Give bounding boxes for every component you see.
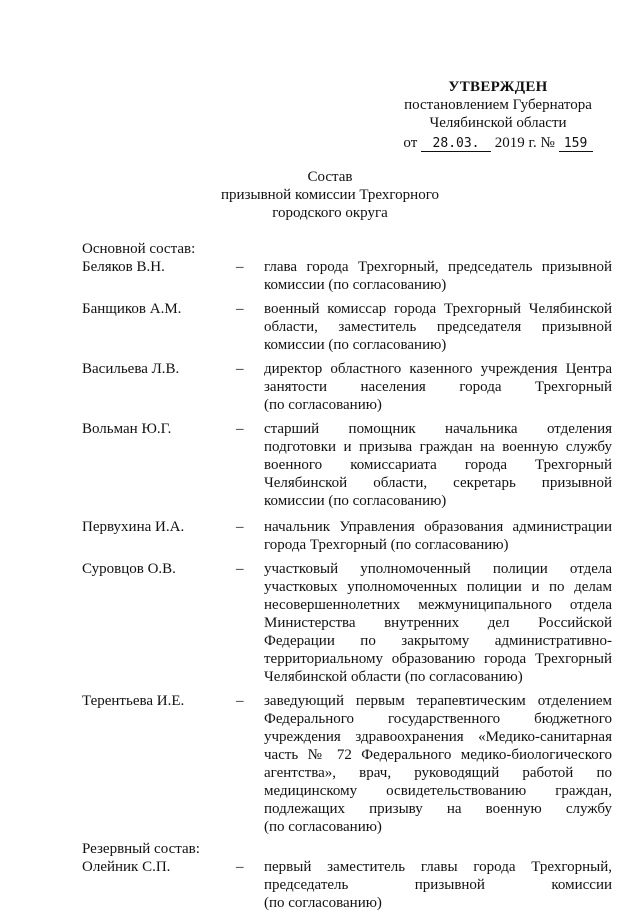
reserve-composition-label: Резервный состав: (82, 841, 200, 857)
member-role-line: Федерального государственного бюджетного (264, 711, 612, 727)
member-role-line: несовершеннолетних межмуниципального отдела (264, 597, 612, 613)
member-role-line: военный комиссар города Трехгорный Челябинской (264, 301, 612, 317)
member-role-line: занятости населения города Трехгорный (264, 379, 612, 395)
member-role-line: (по согласованию) (264, 819, 382, 835)
member-role-line: начальник Управления образования администрации (264, 519, 612, 535)
member-role (264, 258, 612, 294)
main-members (82, 258, 612, 836)
member-dash: – (236, 421, 244, 437)
member-role-line: глава города Трехгорный, председатель призывной (264, 259, 612, 275)
member-role-line: медицинскому освидетельствованию граждан, (264, 783, 612, 799)
heading-line-2: призывной комиссии Трехгорного (221, 187, 439, 203)
member-role-line: подготовки и призыва граждан на военную службу (264, 439, 612, 455)
member-role-line: Челябинской области (по согласованию) (264, 669, 523, 685)
member-role-line: территориальному образованию города Трехгорный (264, 651, 612, 667)
handwritten-number: 159 (559, 136, 593, 152)
member-entry (82, 258, 612, 294)
member-dash: – (236, 859, 244, 875)
member-name: Беляков В.Н. (82, 259, 165, 275)
member-role-line: старший помощник начальника отделения (264, 421, 612, 437)
handwritten-date: 28.03. (421, 136, 491, 152)
member-role-line: заведующий первым терапевтическим отделением (264, 693, 612, 709)
member-name: Вольман Ю.Г. (82, 421, 172, 437)
approval-title: УТВЕРЖДЕН (448, 79, 548, 95)
main-composition-label: Основной состав: (82, 241, 196, 257)
member-name: Васильева Л.В. (82, 361, 180, 377)
member-role (264, 560, 612, 686)
member-role-line: города Трехгорный (по согласованию) (264, 537, 509, 553)
heading-line-1: Состав (307, 169, 353, 185)
member-dash: – (236, 301, 244, 317)
reserve-members (82, 858, 612, 912)
date-prefix: от (403, 135, 418, 151)
member-role-line: директор областного казенного учреждения Центра (264, 361, 612, 377)
member-role-line: первый заместитель главы города Трехгорный, (264, 859, 612, 875)
member-role-line: (по согласованию) (264, 397, 382, 413)
commission-list (82, 240, 612, 912)
document-heading (180, 168, 480, 222)
member-role-line: часть № 72 Федерального медико-биологического (264, 747, 612, 763)
member-role-line: участковый уполномоченный полиции отдела (264, 561, 612, 577)
member-role (264, 300, 612, 354)
member-dash: – (236, 259, 244, 275)
member-role (264, 360, 612, 414)
member-entry (82, 560, 612, 686)
member-role (264, 420, 612, 510)
member-entry (82, 518, 612, 554)
member-role-line: (по согласованию) (264, 895, 382, 911)
member-role-line: участковых уполномоченных полиции и по делам (264, 579, 612, 595)
member-role-line: области, заместитель председателя призывной (264, 319, 612, 335)
member-entry (82, 692, 612, 836)
member-dash: – (236, 693, 244, 709)
year-text: 2019 г. № (494, 135, 555, 151)
member-name: Первухина И.А. (82, 519, 185, 535)
heading-line-3: городского округа (272, 205, 388, 221)
member-entry (82, 300, 612, 354)
member-name: Банщиков А.М. (82, 301, 182, 317)
member-name: Суровцов О.В. (82, 561, 176, 577)
member-role (264, 518, 612, 554)
member-name: Терентьева И.Е. (82, 693, 185, 709)
member-name: Олейник С.П. (82, 859, 171, 875)
member-dash: – (236, 561, 244, 577)
member-role (264, 692, 612, 836)
member-role-line: военного комиссариата города Трехгорный (264, 457, 612, 473)
member-role-line: комиссии (по согласованию) (264, 337, 447, 353)
member-role-line: учреждения здравоохранения «Медико-санитарная (264, 729, 612, 745)
member-entry (82, 420, 612, 510)
member-role-line: подлежащих призыву на военную службу (264, 801, 612, 817)
member-role-line: председатель призывной комиссии (264, 877, 612, 893)
member-role-line: Челябинской области, секретарь призывной (264, 475, 612, 491)
member-role-line: Федерации по закрытому административно- (264, 633, 612, 649)
member-entry (82, 360, 612, 414)
member-entry (82, 858, 612, 912)
member-role-line: комиссии (по согласованию) (264, 277, 447, 293)
member-dash: – (236, 361, 244, 377)
member-role-line: Министерства внутренних дел Российской (264, 615, 612, 631)
approval-line-decree: постановлением Губернатора (404, 97, 592, 113)
member-role (264, 858, 612, 912)
approval-line-region: Челябинской области (429, 115, 567, 131)
approval-stamp-block (388, 78, 608, 152)
member-role-line: комиссии (по согласованию) (264, 493, 447, 509)
member-dash: – (236, 519, 244, 535)
member-role-line: агентства», врач, руководящий работой по (264, 765, 612, 781)
approval-date-line (388, 134, 608, 152)
